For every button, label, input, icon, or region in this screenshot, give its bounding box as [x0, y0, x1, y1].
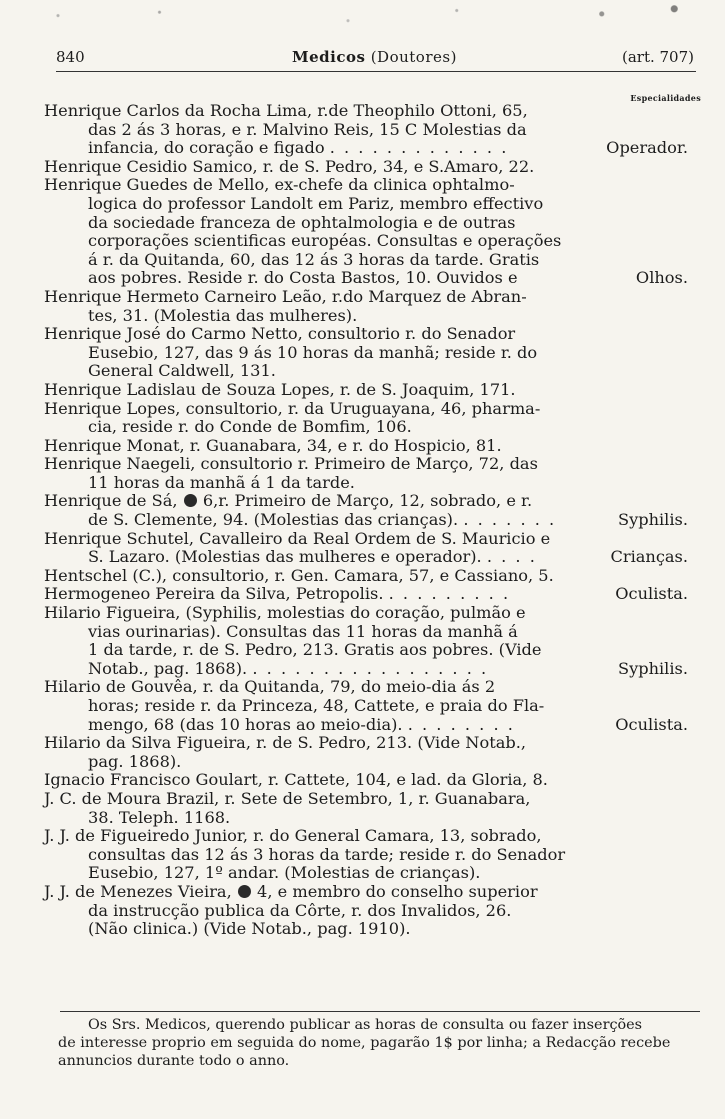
- entry: [44, 325, 684, 381]
- entry-line: vias ourinarias). Consultas das 11 horas da manhã á: [88, 621, 518, 641]
- entry: [44, 158, 684, 177]
- entry-line-text: de S. Clemente, 94. (Molestias das crianças).: [88, 510, 459, 530]
- entry-line: da instrucção publica da Côrte, r. dos Invalidos, 26.: [88, 900, 512, 920]
- entry: [44, 455, 684, 492]
- footer-line: annuncios durante todo o anno.: [58, 1053, 290, 1069]
- entry-line: Eusebio, 127, das 9 ás 10 horas da manhã; reside r. do: [88, 342, 538, 362]
- entry-line: pag. 1868).: [88, 751, 182, 771]
- dot-leader: . . . . . . . . . . . . . . . . .: [252, 658, 489, 678]
- entry-line: Ignacio Francisco Goulart, r. Cattete, 104, e lad. da Gloria, 8.: [44, 770, 548, 790]
- entry-line-tail: 6,r. Primeiro de Março, 12, sobrado, e r.: [202, 491, 533, 511]
- footer-rule: [60, 1011, 700, 1012]
- header-rule: [56, 71, 696, 72]
- entry-line-text: aos pobres. Reside r. do Costa Bastos, 10. Ouvidos e: [88, 268, 518, 288]
- entry-line-text: Henrique de Sá,: [44, 491, 178, 511]
- entry-line: Hilario de Gouvêa, r. da Quitanda, 79, do meio-dia ás 2: [44, 677, 496, 697]
- entry-line: (Não clinica.) (Vide Notab., pag. 1910).: [88, 919, 411, 939]
- entry: [44, 677, 688, 734]
- dot-leader: . . . . . . . . .: [388, 584, 511, 604]
- specialty: Olhos.: [635, 268, 688, 288]
- entry-line: J. J. de Figueiredo Junior, r. do General Camara, 13, sobrado,: [44, 826, 542, 846]
- entry: [44, 827, 684, 883]
- entry: [44, 101, 688, 158]
- entry-line: Henrique Schutel, Cavalleiro da Real Ordem de S. Mauricio e: [44, 528, 551, 548]
- dot-leader: . . . . . . . . . . . . .: [329, 138, 509, 158]
- entry: [44, 603, 688, 678]
- entry-line: [44, 883, 684, 902]
- entry-line: Henrique José do Carmo Netto, consultorio r. do Senador: [44, 324, 516, 344]
- entry-line: [44, 714, 688, 735]
- specialty: Oculista.: [615, 584, 688, 604]
- entry-line: Henrique Hermeto Carneiro Leão, r.do Marquez de Abran-: [44, 286, 527, 306]
- entry-line: Eusebio, 127, 1º andar. (Molestias de crianças).: [88, 863, 481, 883]
- specialty: Syphilis.: [617, 510, 688, 530]
- entry: [44, 400, 684, 437]
- entry: [44, 567, 684, 586]
- dot-leader: . . . .: [486, 547, 537, 567]
- entry: [44, 734, 684, 771]
- footer-line: Os Srs. Medicos, querendo publicar as horas de consulta ou fazer inserções: [88, 1017, 643, 1033]
- entry-line: Henrique Ladislau de Souza Lopes, r. de S. Joaquim, 171.: [44, 379, 516, 399]
- specialty: Crianças.: [610, 547, 688, 567]
- entry: [44, 883, 684, 939]
- entry-line: [44, 268, 688, 288]
- footer-notice: [58, 1016, 703, 1070]
- page-speckle: [0, 2, 725, 36]
- entry-line: Henrique Naegeli, consultorio r. Primeiro de Março, 72, das: [44, 454, 538, 474]
- entries-list: [44, 101, 688, 939]
- dot-leader: . . . . . . . .: [407, 714, 515, 734]
- entry: [44, 584, 688, 604]
- entry: [44, 771, 684, 790]
- entry-line-tail: 4, e membro do conselho superior: [257, 881, 538, 901]
- telephone-symbol-icon: [238, 885, 251, 898]
- entry-line: á r. da Quitanda, 60, das 12 ás 3 horas da tarde. Gratis: [88, 249, 540, 269]
- entry-line: 11 horas da manhã á 1 da tarde.: [88, 472, 355, 492]
- specialty-column-header: Especialidades: [630, 93, 701, 103]
- specialty: Syphilis.: [617, 658, 688, 678]
- entry-line: General Caldwell, 131.: [88, 361, 276, 381]
- entry-line: tes, 31. (Molestia das mulheres).: [88, 305, 358, 325]
- entry-line-text: infancia, do coração e figado: [88, 138, 325, 158]
- specialty: Operador.: [606, 138, 688, 158]
- entry-line: Henrique Cesidio Samico, r. de S. Pedro, 34, e S.Amaro, 22.: [44, 156, 535, 176]
- entry-line: Hilario da Silva Figueira, r. de S. Pedro, 213. (Vide Notab.,: [44, 733, 527, 753]
- entry-line: Hentschel (C.), consultorio, r. Gen. Camara, 57, e Cassiano, 5.: [44, 565, 554, 585]
- entry-line: [44, 547, 688, 567]
- entry-line: J. C. de Moura Brazil, r. Sete de Setembro, 1, r. Guanabara,: [44, 788, 531, 808]
- entry-line: [44, 138, 688, 158]
- specialty: Oculista.: [615, 714, 688, 734]
- footer-line: de interesse proprio em seguida do nome, pagarão 1$ por linha; a Redacção recebe: [58, 1035, 671, 1051]
- entry-line: [44, 584, 688, 604]
- entry-line: Henrique Carlos da Rocha Lima, r.de Theophilo Ottoni, 65,: [44, 101, 528, 120]
- entry-line-text: mengo, 68 (das 10 horas ao meio-dia).: [88, 714, 403, 734]
- entry-line: das 2 ás 3 horas, e r. Malvino Reis, 15 C Molestias da: [88, 119, 527, 139]
- entry-line: Henrique Guedes de Mello, ex-chefe da clinica ophtalmo-: [44, 175, 515, 195]
- entry-line: Hilario Figueira, (Syphilis, molestias do coração, pulmão e: [44, 603, 526, 623]
- entry-line: da sociedade franceza de ophtalmologia e de outras: [88, 212, 516, 232]
- entry-line: Henrique Lopes, consultorio, r. da Uruguayana, 46, pharma-: [44, 398, 541, 418]
- entry: [44, 491, 688, 530]
- entry-line: 1 da tarde, r. de S. Pedro, 213. Gratis aos pobres. (Vide: [88, 640, 542, 660]
- page-title: [292, 46, 457, 68]
- title-sub: (Doutores): [370, 48, 457, 66]
- title-main: Medicos: [292, 48, 366, 66]
- entry-line: horas; reside r. da Princeza, 48, Cattete, e praia do Fla-: [88, 696, 545, 715]
- entry-line: corporações scientificas européas. Consultas e operações: [88, 231, 562, 251]
- entry-line: [44, 658, 688, 679]
- page-header: [54, 46, 694, 68]
- entry: [44, 288, 684, 325]
- article-number: (art. 707): [621, 48, 694, 66]
- entry-line: cia, reside r. do Conde de Bomfim, 106.: [88, 417, 412, 437]
- entry-line-text: Notab., pag. 1868).: [88, 658, 248, 678]
- entry: [44, 175, 688, 288]
- entry-line-text: J. J. de Menezes Vieira,: [44, 881, 232, 901]
- entry: [44, 790, 684, 827]
- entry: [44, 437, 684, 456]
- entry-line-text: Hermogeneo Pereira da Silva, Petropolis.: [44, 584, 384, 604]
- entry-line: [44, 510, 688, 530]
- entry: [44, 381, 684, 400]
- dot-leader: . . . . . . .: [463, 510, 557, 530]
- entry-line: Henrique Monat, r. Guanabara, 34, e r. do Hospicio, 81.: [44, 435, 502, 455]
- entry-line: 38. Teleph. 1168.: [88, 807, 231, 827]
- entry-line: logica do professor Landolt em Pariz, membro effectivo: [88, 193, 544, 213]
- entry-line: consultas das 12 ás 3 horas da tarde; reside r. do Senador: [88, 844, 566, 864]
- entry-line-text: S. Lazaro. (Molestias das mulheres e operador).: [88, 547, 482, 567]
- entry: [44, 528, 688, 567]
- telephone-symbol-icon: [184, 494, 197, 507]
- page-number: 840: [56, 48, 85, 66]
- entry-line: [44, 492, 684, 511]
